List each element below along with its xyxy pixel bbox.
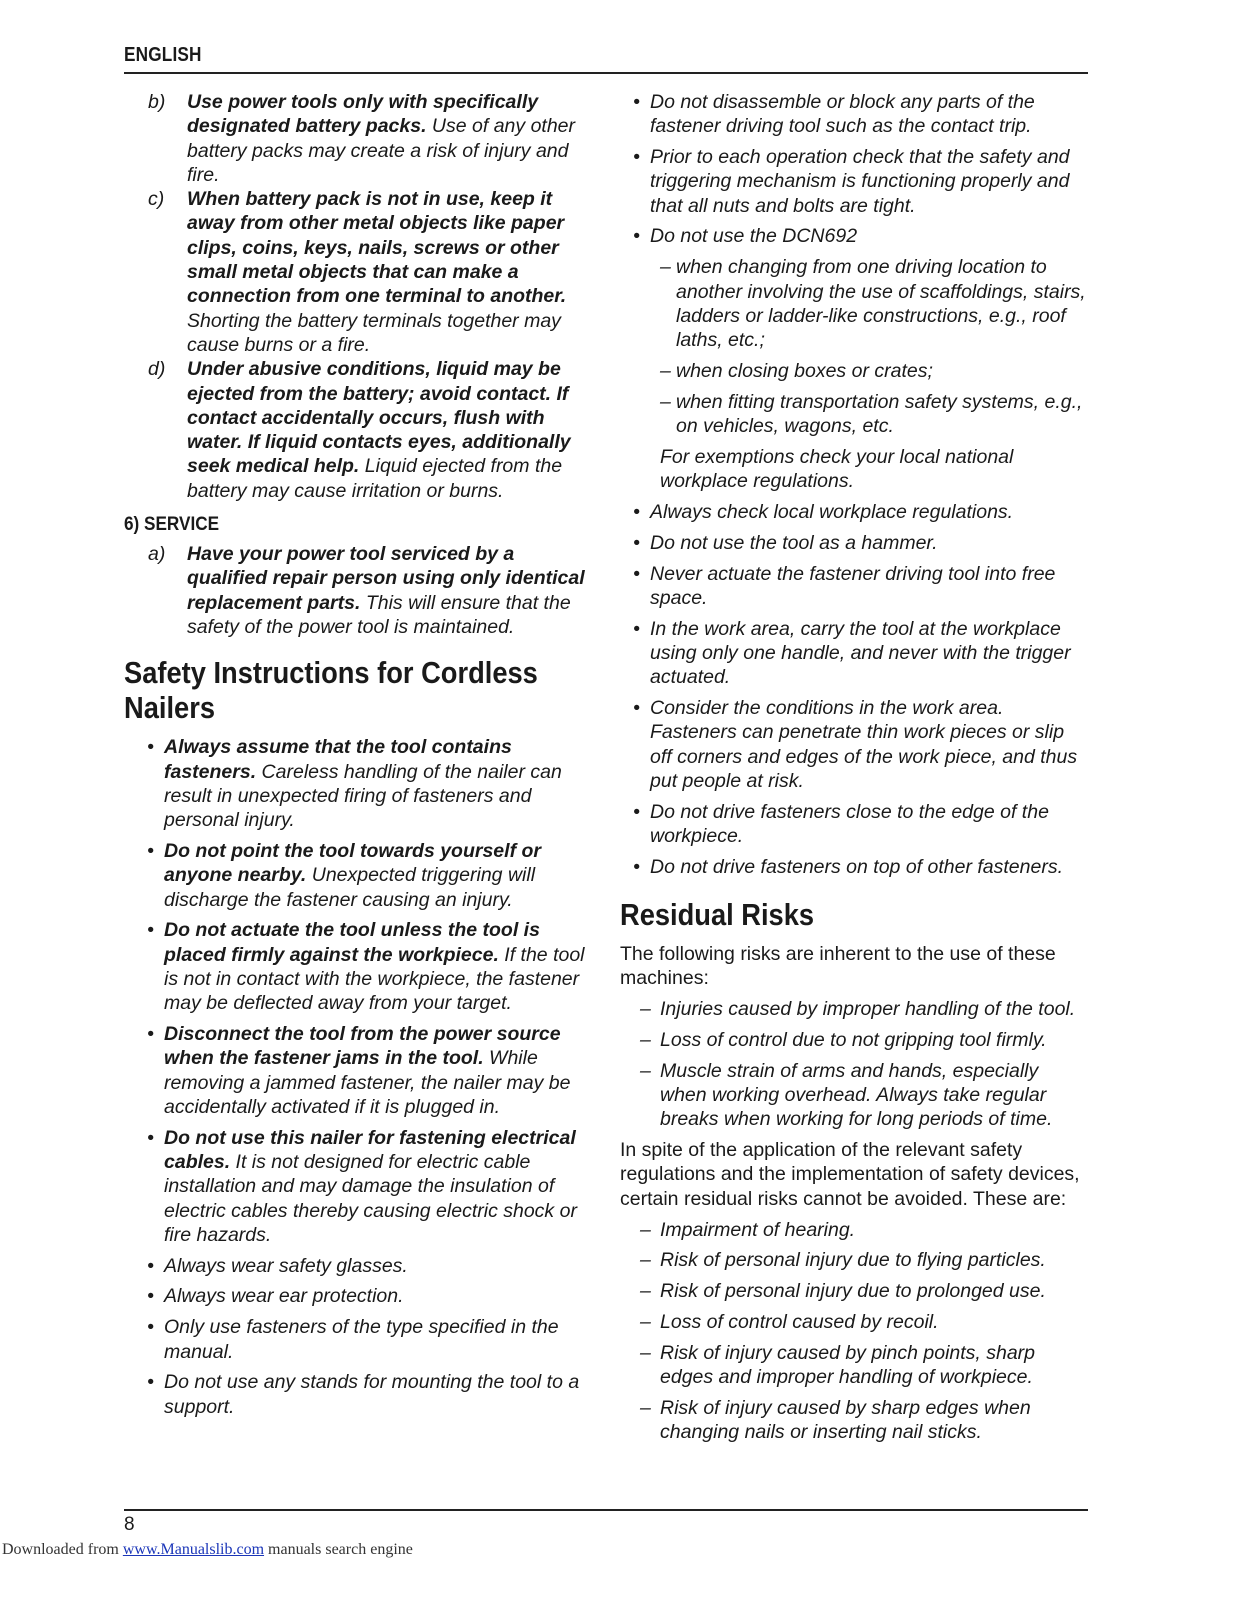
item-letter: d)	[148, 358, 166, 381]
list-item	[124, 1022, 594, 1119]
list-body	[660, 997, 1090, 1021]
list-body	[660, 1396, 1090, 1445]
list-body	[660, 1028, 1090, 1052]
list-text: Injuries caused by improper handling of the tool.	[660, 998, 1076, 1021]
list-item	[620, 1218, 1090, 1242]
list-item	[620, 1028, 1090, 1052]
item-body	[187, 90, 594, 187]
list-body	[660, 1248, 1090, 1272]
list-item	[620, 1279, 1090, 1303]
list-body	[660, 1341, 1090, 1390]
list-text: Consider the conditions in the work area. Fasteners can penetrate thin work pieces or slip off corners and edges of the work piece, and thus put people at risk.	[650, 697, 1078, 792]
list-item	[660, 390, 1090, 439]
list-text: Do not use the tool as a hammer.	[650, 531, 938, 554]
item-body	[187, 187, 594, 357]
service-heading: 6) SERVICE	[124, 513, 220, 536]
list-item	[620, 1310, 1090, 1334]
list-marker: •	[633, 146, 640, 169]
download-footer	[2, 1541, 413, 1559]
list-item	[124, 1370, 594, 1419]
item-text: Use of any other battery packs may create a risk of injury and fire.	[187, 115, 576, 186]
list-text: Muscle strain of arms and hands, especially when working overhead. Always take regular breaks when working for long periods of time.	[660, 1059, 1053, 1131]
list-text: Never actuate the fastener driving tool into free space.	[650, 562, 1056, 609]
list-marker: •	[633, 91, 640, 113]
list-text: Do not use any stands for mounting the tool to a support.	[164, 1371, 580, 1418]
list-item	[620, 90, 1090, 139]
list-marker: –	[640, 1218, 651, 1241]
page-number: 8	[124, 1514, 135, 1535]
list-text: Unexpected triggering will discharge the fastener causing an injury.	[164, 864, 536, 911]
list-item	[620, 800, 1090, 849]
list-text: when fitting transportation safety systems, e.g., on vehicles, wagons, etc.	[676, 390, 1083, 438]
list-item	[620, 1248, 1090, 1272]
list-item	[620, 696, 1090, 793]
list-body	[650, 562, 1090, 611]
list-item	[620, 997, 1090, 1021]
list-item	[620, 855, 1090, 879]
list-marker: –	[640, 1280, 651, 1303]
left-column	[124, 90, 594, 1425]
item-bold-text: Use power tools only with specifically designated battery packs.	[187, 91, 539, 138]
list-item	[620, 531, 1090, 555]
lettered-item	[124, 357, 594, 503]
list-item	[124, 918, 594, 1015]
list-marker: •	[633, 855, 640, 878]
list-body	[650, 800, 1090, 849]
footer-prefix: Downloaded from	[2, 1541, 123, 1558]
list-text: Risk of injury caused by pinch points, sharp edges and improper handling of workpiece.	[660, 1341, 1036, 1389]
list-marker: •	[633, 800, 640, 823]
item-bold-text: Have your power tool serviced by a qualified repair person using only identical replacement parts.	[187, 543, 585, 614]
list-bold-text: Do not use this nailer for fastening electrical cables.	[164, 1126, 576, 1173]
residual-intro: The following risks are inherent to the use of these machines:	[620, 943, 1056, 990]
item-letter: c)	[148, 188, 165, 211]
item-text: This will ensure that the safety of the power tool is maintained.	[187, 591, 571, 638]
list-text: Do not disassemble or block any parts of the fastener driving tool such as the contact trip.	[650, 91, 1035, 138]
list-marker: •	[147, 1316, 154, 1339]
list-item	[124, 735, 594, 832]
list-item	[124, 1284, 594, 1308]
item-bold-text: When battery pack is not in use, keep it away from other metal objects like paper clips, coins, keys, nails, screws or other small metal objects that can make a connection from one terminal to another.	[187, 188, 567, 308]
list-marker: •	[147, 919, 154, 942]
list-body	[164, 735, 594, 832]
list-marker: •	[633, 697, 640, 720]
list-item	[124, 1315, 594, 1364]
list-bold-text: Always assume that the tool contains fasteners.	[164, 736, 512, 783]
list-body	[164, 1315, 594, 1364]
dcn-subitems	[620, 255, 1090, 438]
list-item	[660, 359, 1090, 383]
list-body	[164, 1126, 594, 1247]
list-marker: •	[147, 1126, 154, 1149]
list-body	[676, 359, 1086, 383]
list-text: Loss of control due to not gripping tool firmly.	[660, 1029, 1047, 1051]
item-bold-text: Under abusive conditions, liquid may be ejected from the battery; avoid contact. If contact accidentally occurs, flush with water. If liquid contacts eyes, additionally seek medical help.	[187, 358, 571, 478]
list-marker: –	[660, 256, 671, 279]
exemptions-note: For exemptions check your local national workplace regulations.	[660, 445, 1014, 493]
list-item	[124, 1254, 594, 1278]
list-item	[620, 617, 1090, 690]
footer-suffix: manuals search engine	[264, 1541, 413, 1558]
list-text: Always wear safety glasses.	[164, 1254, 408, 1277]
lettered-item	[124, 542, 594, 639]
list-item	[124, 839, 594, 912]
list-item	[620, 1396, 1090, 1445]
list-marker: •	[147, 1254, 154, 1277]
list-text: Do not drive fasteners close to the edge of the workpiece.	[650, 800, 1049, 848]
list-body	[676, 255, 1086, 352]
list-text: In the work area, carry the tool at the workplace using only one handle, and never with the trigger actuated.	[650, 617, 1071, 689]
list-body	[164, 839, 594, 912]
list-body	[650, 617, 1090, 690]
service-items	[124, 542, 594, 639]
list-text: Prior to each operation check that the safety and triggering mechanism is functioning properly and that all nuts and bolts are tight.	[650, 146, 1070, 217]
list-marker: •	[147, 1371, 154, 1394]
list-item	[620, 224, 1090, 248]
list-body	[650, 696, 1090, 793]
list-item	[620, 500, 1090, 524]
list-marker: –	[660, 359, 671, 382]
list-marker: –	[660, 390, 671, 413]
list-marker: •	[147, 736, 154, 759]
language-label: ENGLISH	[124, 44, 202, 66]
item-text: Liquid ejected from the battery may cause irritation or burns.	[187, 455, 563, 502]
list-marker: •	[147, 839, 154, 862]
list-text: when closing boxes or crates;	[676, 359, 933, 382]
list-body	[650, 224, 1090, 248]
list-marker: •	[633, 562, 640, 585]
list-item	[660, 255, 1090, 352]
list-body	[660, 1218, 1090, 1242]
list-body	[660, 1059, 1090, 1132]
residual-list-2	[620, 1218, 1090, 1445]
item-letter: b)	[148, 91, 166, 113]
list-text: Do not use the DCN692	[650, 225, 858, 248]
list-body	[164, 1022, 594, 1119]
lettered-item	[124, 187, 594, 357]
list-body	[660, 1279, 1090, 1303]
list-text: Always wear ear protection.	[164, 1285, 404, 1308]
list-body	[650, 500, 1090, 524]
header-rule	[124, 72, 1088, 74]
list-marker: •	[633, 531, 640, 554]
safety-bullets	[124, 735, 594, 1419]
list-text: Always check local workplace regulations.	[650, 500, 1014, 523]
list-item	[620, 1059, 1090, 1132]
list-body	[164, 1370, 594, 1419]
list-text: Loss of control caused by recoil.	[660, 1310, 939, 1333]
item-text: Shorting the battery terminals together may cause burns or a fire.	[187, 309, 561, 356]
bullets-b	[620, 500, 1090, 879]
list-text: It is not designed for electric cable installation and may damage the insulation of electric cables thereby causing electric shock or fire hazards.	[164, 1150, 577, 1246]
list-bold-text: Disconnect the tool from the power source when the fastener jams in the tool.	[164, 1023, 561, 1070]
item-letter: a)	[148, 543, 166, 566]
list-text: Only use fasteners of the type specified in the manual.	[164, 1316, 559, 1363]
list-marker: –	[640, 1029, 651, 1051]
lettered-item	[124, 90, 594, 187]
list-marker: –	[640, 1310, 651, 1333]
list-bold-text: Do not actuate the tool unless the tool is placed firmly against the workpiece.	[164, 919, 540, 966]
list-marker: •	[633, 617, 640, 640]
list-marker: •	[633, 225, 640, 248]
residual-heading: Residual Risks	[620, 897, 815, 933]
list-text: when changing from one driving location to another involving the use of scaffoldings, stairs, ladders or ladder-like constructions, e.g., roof laths, etc.;	[676, 256, 1086, 352]
list-marker: –	[640, 998, 651, 1021]
list-marker: •	[147, 1285, 154, 1308]
list-text: Risk of personal injury due to prolonged use.	[660, 1280, 1046, 1303]
right-column	[620, 90, 1090, 1451]
list-body	[660, 1310, 1090, 1334]
list-body	[164, 1284, 594, 1308]
list-text: Careless handling of the nailer can result in unexpected firing of fasteners and personal injury.	[164, 760, 562, 832]
list-body	[676, 390, 1086, 439]
list-text: Impairment of hearing.	[660, 1218, 856, 1241]
list-bold-text: Do not point the tool towards yourself or anyone nearby.	[164, 839, 541, 887]
list-item	[124, 1126, 594, 1247]
item-body	[187, 357, 594, 503]
list-body	[650, 531, 1090, 555]
item-body	[187, 542, 594, 639]
footer-rule	[124, 1509, 1088, 1511]
list-marker: –	[640, 1341, 651, 1364]
safety-heading: Safety Instructions for Cordless Nailers	[124, 655, 538, 726]
list-body	[164, 1254, 594, 1278]
battery-items	[124, 90, 594, 503]
list-text: Risk of personal injury due to flying particles.	[660, 1249, 1046, 1272]
list-item	[620, 562, 1090, 611]
bullets-a	[620, 90, 1090, 249]
list-text: While removing a jammed fastener, the nailer may be accidentally activated if it is plugged in.	[164, 1047, 571, 1118]
list-marker: –	[640, 1059, 651, 1082]
list-item	[620, 145, 1090, 218]
list-marker: •	[633, 500, 640, 523]
list-marker: •	[147, 1023, 154, 1045]
list-body	[650, 90, 1090, 139]
list-text: Do not drive fasteners on top of other fasteners.	[650, 855, 1063, 878]
residual-paragraph: In spite of the application of the relevant safety regulations and the implementation of safety devices, certain residual risks cannot be avoided. These are:	[620, 1139, 1080, 1210]
list-body	[650, 855, 1090, 879]
list-marker: –	[640, 1396, 651, 1419]
list-text: Risk of injury caused by sharp edges when changing nails or inserting nail sticks.	[660, 1396, 1031, 1444]
list-body	[650, 145, 1090, 218]
manualslib-link[interactable]: www.Manualslib.com	[122, 1541, 265, 1558]
list-text: If the tool is not in contact with the workpiece, the fastener may be deflected away from your target.	[164, 943, 585, 1015]
list-item	[620, 1341, 1090, 1390]
list-marker: –	[640, 1249, 651, 1272]
residual-list-1	[620, 997, 1090, 1131]
list-body	[164, 918, 594, 1015]
